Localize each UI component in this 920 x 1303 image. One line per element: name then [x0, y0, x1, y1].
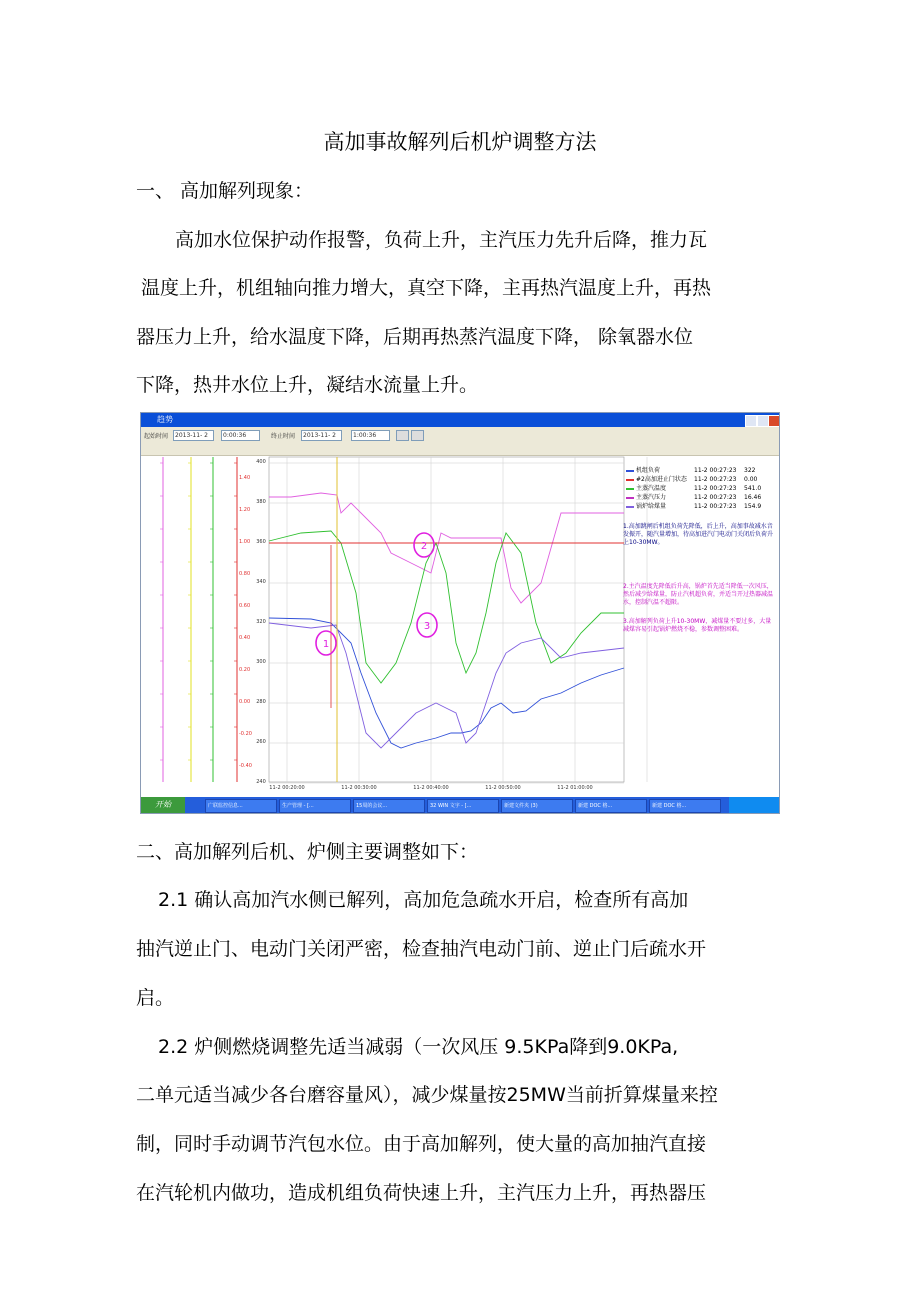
chart-note: 3.高加解列负荷上升10-30MW，减煤量不要过多，大量减煤容易引起锅炉燃烧不稳，参数调整困难。	[623, 618, 772, 633]
taskbar-task[interactable]: 生产管理 - [...	[279, 799, 351, 813]
legend-value: 322	[744, 467, 756, 474]
y-axis-tick-label: 300	[256, 659, 266, 665]
legend-name: #2高加进止门状态	[636, 476, 687, 483]
paragraph-line: 2.1 确认高加汽水侧已解列，高加危急疏水开启，检查所有高加	[158, 889, 689, 911]
taskbar-task[interactable]: 新建 DOC 格...	[575, 799, 647, 813]
legend-name: 主蒸汽温度	[636, 485, 667, 492]
legend-time: 11-2 00:27:23	[694, 467, 737, 474]
y-axis-tick-label: 380	[256, 499, 266, 505]
start-button[interactable]: 开始	[141, 797, 185, 813]
paragraph-line: 抽汽逆止门、电动门关闭严密，检查抽汽电动门前、逆止门后疏水开	[136, 938, 707, 960]
red-axis-tick-label: 1.40	[239, 475, 251, 481]
paragraph-line: 在汽轮机内做功，造成机组负荷快速上升，主汽压力上升，再热器压	[136, 1182, 707, 1204]
y-axis-tick-label: 240	[256, 779, 266, 785]
start-date-field[interactable]: 2013-11- 2	[173, 430, 214, 441]
taskbar-task[interactable]: 32 WIN 文字 - [...	[427, 799, 499, 813]
start-time-field[interactable]: 0:00:36	[221, 430, 260, 441]
paragraph-line: 2.2 炉侧燃烧调整先适当减弱（一次风压 9.5KPa降到9.0KPa,	[158, 1036, 679, 1058]
taskbar-task[interactable]: 广联监控信息...	[205, 799, 277, 813]
x-axis-tick-label: 11-2 00:30:00	[341, 785, 377, 791]
legend-name: 主蒸汽压力	[636, 494, 667, 501]
y-axis-tick-label: 260	[256, 739, 266, 745]
y-axis-tick-label: 360	[256, 539, 266, 545]
x-axis-tick-label: 11-2 01:00:00	[557, 785, 593, 791]
red-axis-tick-label: 0.00	[239, 699, 251, 705]
page-title: 高加事故解列后机炉调整方法	[323, 130, 597, 154]
legend-entry	[626, 474, 757, 483]
y-axis-tick-label: 400	[256, 459, 266, 465]
paragraph-line: 启。	[136, 987, 175, 1009]
legend-time: 11-2 00:27:23	[694, 476, 737, 483]
y-axis-tick-label: 280	[256, 699, 266, 705]
paragraph-line: 高加水位保护动作报警，负荷上升，主汽压力先升后降，推力瓦	[175, 229, 708, 251]
end-time-label: 终止时间	[271, 433, 296, 440]
trend-screenshot	[140, 412, 780, 814]
legend-time: 11-2 00:27:23	[694, 485, 737, 492]
red-axis-tick-label: 0.60	[239, 603, 251, 609]
legend-entry	[626, 501, 761, 510]
red-axis-tick-label: 0.80	[239, 571, 251, 577]
annotation-circle-label: 1	[322, 639, 330, 650]
chart-note: 1.高加跳闸后机组负荷先降低，后上升，高加事故减水音发振开，随汽量增加，待高加进汽门电动门关闭后负荷升上10-30MW。	[623, 523, 774, 546]
legend-name: 机组负荷	[636, 467, 661, 474]
annotation-circle-label: 2	[420, 541, 428, 552]
end-date-field[interactable]: 2013-11- 2	[301, 430, 342, 441]
legend-entry	[626, 483, 761, 492]
system-tray	[729, 797, 779, 813]
taskbar-task[interactable]: 新建 DOC 格...	[649, 799, 721, 813]
red-axis-tick-label: 1.20	[239, 507, 251, 513]
red-axis-tick-label: 1.00	[239, 539, 251, 545]
legend-value: 0.00	[744, 476, 758, 483]
red-axis-tick-label: 0.40	[239, 635, 251, 641]
legend-value: 154.9	[744, 503, 762, 510]
taskbar-task[interactable]: 新建文件夹 (3)	[501, 799, 573, 813]
red-axis-tick-label: -0.20	[239, 731, 252, 737]
paragraph-line: 下降，热井水位上升，凝结水流量上升。	[136, 374, 479, 396]
x-axis-tick-label: 11-2 00:50:00	[485, 785, 521, 791]
red-axis-tick-label: -0.40	[239, 763, 252, 769]
legend-value: 16.46	[744, 494, 762, 501]
section-1-heading: 一、 高加解列现象：	[136, 180, 314, 202]
section-2-heading: 二、高加解列后机、炉侧主要调整如下：	[136, 841, 479, 863]
plot-area	[269, 457, 624, 782]
end-time-field[interactable]: 1:00:36	[351, 430, 390, 441]
legend-value: 541.0	[744, 485, 762, 492]
legend-time: 11-2 00:27:23	[694, 494, 737, 501]
start-time-label: 起始时间	[144, 433, 169, 440]
x-axis-tick-label: 11-2 00:20:00	[269, 785, 305, 791]
paragraph-line: 温度上升，机组轴向推力增大，真空下降，主再热汽温度上升，再热	[141, 277, 712, 299]
paragraph-line: 二单元适当减少各台磨容量风），减少煤量按25MW当前折算煤量来控	[136, 1084, 718, 1106]
taskbar	[141, 797, 779, 813]
y-axis-tick-label: 320	[256, 619, 266, 625]
taskbar-task[interactable]: 15周的会议...	[353, 799, 425, 813]
x-axis-tick-label: 11-2 00:40:00	[413, 785, 449, 791]
chart-note: 2.主汽温度先降低后升高，锅炉首先适当降低一次风压，然后减少给煤量，防止汽机超负荷，并适当开过热器减温水，控制汽温不超限。	[623, 583, 774, 606]
y-axis-tick-label: 340	[256, 579, 266, 585]
legend-entry	[626, 465, 755, 474]
red-axis-tick-label: 0.20	[239, 667, 251, 673]
window-title: 趋势	[157, 415, 173, 424]
axis-columns	[160, 457, 237, 782]
annotation-circle-label: 3	[423, 621, 431, 632]
legend-name: 锅炉给煤量	[636, 503, 667, 510]
paragraph-line: 制，同时手动调节汽包水位。由于高加解列，使大量的高加抽汽直接	[136, 1133, 707, 1155]
paragraph-line: 器压力上升，给水温度下降，后期再热蒸汽温度下降， 除氧器水位	[136, 326, 694, 348]
legend-time: 11-2 00:27:23	[694, 503, 737, 510]
legend-entry	[626, 492, 761, 501]
